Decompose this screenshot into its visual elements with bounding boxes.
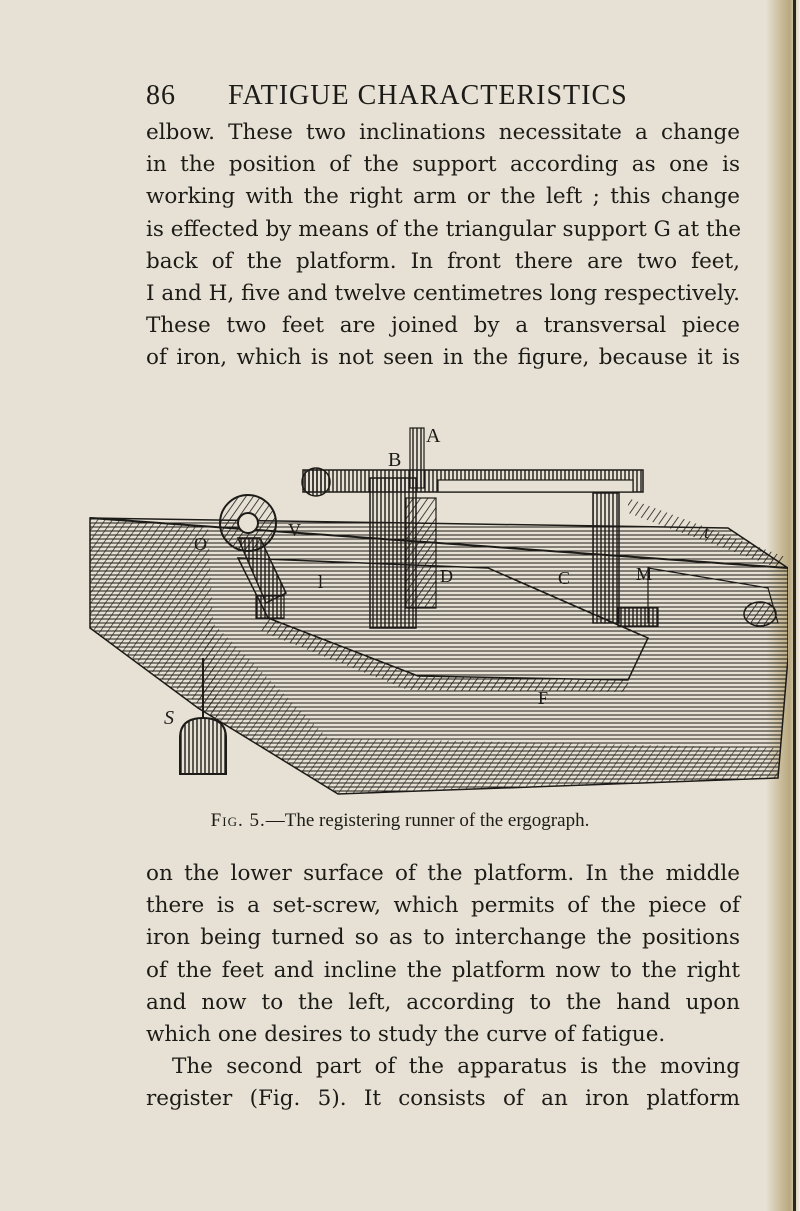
upper-axle [302, 468, 643, 496]
label-c: C [558, 568, 571, 588]
label-m: M [636, 564, 653, 584]
label-f: F [538, 688, 549, 708]
figure-caption [0, 810, 800, 832]
page-number: 86 [146, 80, 176, 111]
text-line: on the lower surface of the platform. In the middle [146, 861, 740, 886]
text-line: and now to the left, according to the hand upon [146, 989, 740, 1015]
chapter-title: FATIGUE CHARACTERISTICS [228, 80, 628, 111]
page-edge-line [793, 0, 796, 1211]
text-line: which one desires to study the curve of fatigue. [146, 1022, 666, 1048]
ergograph-figure [88, 418, 788, 802]
text-line: is effected by means of the triangular support G at the [146, 216, 742, 242]
text-line: elbow. These two inclinations necessitate a change [146, 120, 740, 145]
text-line: in the position of the support according as one is [146, 152, 740, 178]
text-line: I and H, five and twelve centimetres long respectively. [146, 281, 740, 307]
running-head [146, 80, 746, 112]
text-line: iron being turned so as to interchange the positions [146, 925, 740, 951]
text-line: there is a set-screw, which permits of the piece of [146, 893, 740, 919]
label-v: V [288, 520, 301, 540]
text-line: back of the platform. In front there are two feet, [146, 248, 740, 274]
label-a: A [426, 425, 441, 447]
paragraph-bottom [146, 858, 740, 1116]
label-t: t [704, 522, 710, 542]
text-line: The second part of the apparatus is the moving [172, 1054, 740, 1080]
text-line: register (Fig. 5). It consists of an iron platform [146, 1086, 740, 1112]
text-line: of the feet and incline the platform now to the right [146, 957, 740, 983]
label-d: D [440, 566, 453, 586]
pulley [744, 602, 776, 626]
label-s: S [164, 707, 174, 729]
text-line: These two feet are joined by a transversal piece [146, 313, 740, 339]
label-l: l [318, 572, 324, 592]
paragraph-top [146, 117, 740, 375]
text-line: working with the right arm or the left ; this change [146, 184, 740, 210]
figure-label: Fig. 5. [210, 810, 266, 831]
label-o: O [194, 534, 207, 554]
central-column [370, 428, 436, 628]
figure-caption-text: —The registering runner of the ergograph. [265, 810, 590, 831]
label-b: B [388, 449, 402, 471]
text-line: of iron, which is not seen in the figure, because it is [146, 345, 740, 371]
